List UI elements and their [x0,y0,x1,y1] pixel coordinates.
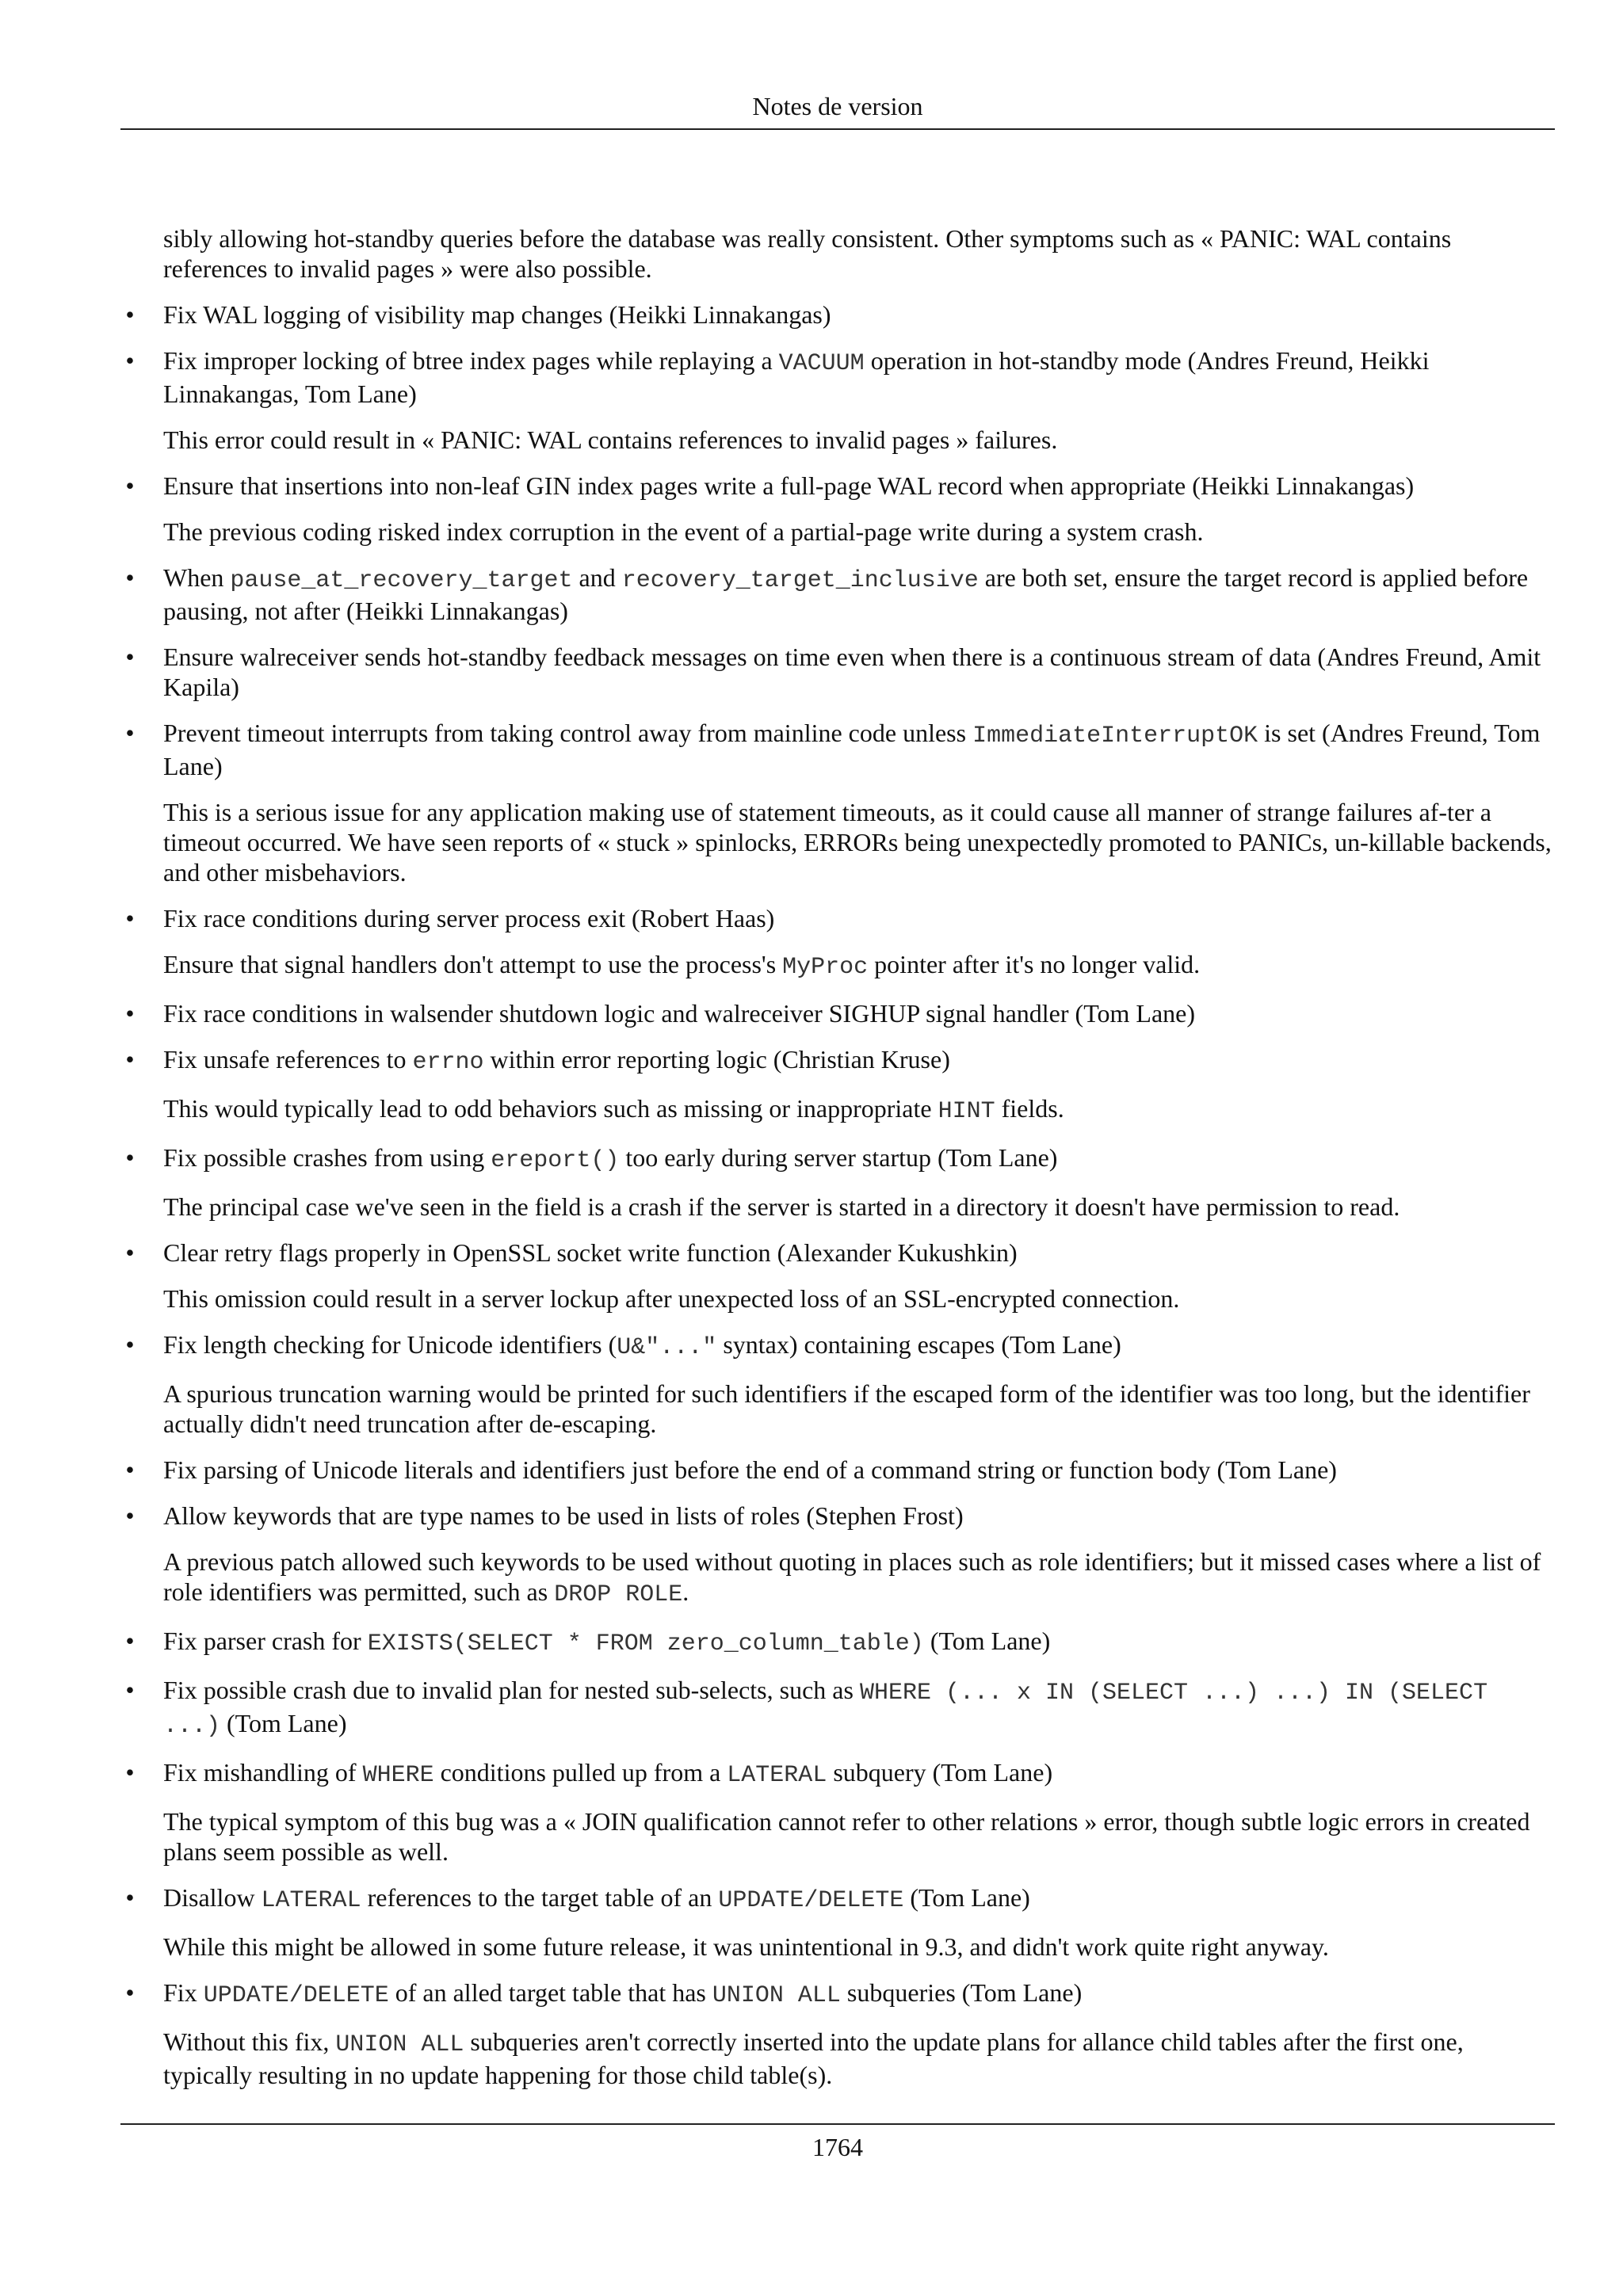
page-number: 1764 [812,2133,863,2161]
text-run: within error reporting logic (Christian Kruse) [483,1045,950,1074]
release-note-item [120,1882,1555,1916]
text-run: and [572,563,622,592]
bullet-icon: • [125,643,135,671]
bullet-icon: • [125,471,135,500]
release-note-item [120,998,1555,1028]
page-header-title: Notes de version [752,92,923,120]
item-summary [163,999,1195,1028]
item-detail [120,1932,1555,1962]
text-run: Ensure that signal handlers don't attempt to use the process's [163,950,783,978]
text-run: subqueries aren't correctly inserted into the update plans for allance child tables after the first one, typically resulting in no update happening for those child table(s). [163,2027,1464,2089]
text-run: Fix mishandling of [163,1758,363,1787]
code-literal: UPDATE/DELETE [203,1982,389,2009]
item-detail [120,1379,1555,1439]
release-note-item [120,1757,1555,1791]
text-run: Allow keywords that are type names to be used in lists of roles (Stephen Frost) [163,1501,964,1530]
item-detail [120,1806,1555,1867]
code-literal: pause_at_recovery_target [230,567,573,594]
text-run: of an alled target table that has [388,1978,712,2007]
code-literal: UPDATE/DELETE [718,1887,904,1914]
text-run: Fix unsafe references to [163,1045,413,1074]
code-literal: UNION ALL [335,2031,464,2058]
text-run: Prevent timeout interrupts from taking control away from mainline code unless [163,719,973,747]
bullet-icon: • [125,1455,135,1484]
text-run: Disallow [163,1883,262,1912]
release-note-item [120,903,1555,933]
item-detail [120,1547,1555,1610]
release-note-item [120,345,1555,409]
item-detail [120,797,1555,887]
text-run: conditions pulled up from a [433,1758,727,1787]
bullet-icon: • [125,1238,135,1267]
release-note-item [120,1978,1555,2011]
text-run: This error could result in « PANIC: WAL contains references to invalid pages » failures. [163,425,1058,454]
text-run: pointer after it's no longer valid. [868,950,1201,978]
bullet-icon: • [125,1330,135,1359]
item-summary [163,1978,1082,2007]
release-note-item [120,718,1555,781]
item-summary [163,346,1429,408]
text-run: A previous patch allowed such keywords to be used without quoting in places such as role identifiers; but it missed cases where a list of role identifiers was permitted, such as [163,1547,1541,1606]
bullet-icon: • [125,1627,135,1655]
text-run: Fix WAL logging of visibility map changes (Heikki Linnakangas) [163,300,831,329]
text-run: A spurious truncation warning would be printed for such identifiers if the escaped form of the identifier was too long, but the identifier actually didn't need truncation after de-escaping. [163,1379,1530,1438]
text-run: This omission could result in a server lockup after unexpected loss of an SSL-encrypted connection. [163,1284,1180,1313]
code-literal: errno [412,1049,484,1076]
text-run: is set (Andres Freund, Tom Lane) [163,719,1541,780]
code-literal: recovery_target_inclusive [621,567,979,594]
text-run: The typical symptom of this bug was a « JOIN qualification cannot refer to other relations » error, though subtle logic errors in created plans seem possible as well. [163,1807,1530,1866]
bullet-icon: • [125,563,135,592]
item-summary [163,643,1541,701]
item-summary [163,904,774,933]
item-summary [163,1143,1057,1172]
item-summary [163,1045,950,1074]
text-run: syntax) containing escapes (Tom Lane) [716,1330,1121,1359]
text-run: Fix possible crash due to invalid plan for nested sub-selects, such as [163,1676,860,1704]
item-summary [163,471,1414,500]
text-run: (Tom Lane) [923,1627,1051,1655]
code-literal: VACUUM [778,350,865,377]
bullet-icon: • [125,1501,135,1530]
item-summary [163,563,1528,625]
text-run: Fix race conditions during server process exit (Robert Haas) [163,904,775,933]
item-detail [120,517,1555,547]
text-run: While this might be allowed in some future release, it was unintentional in 9.3, and didn't work quite right anyway. [163,1932,1329,1961]
release-note-item [120,299,1555,330]
text-run: When [163,563,231,592]
bullet-icon: • [125,904,135,933]
text-run: Ensure walreceiver sends hot-standby feedback messages on time even when there is a continuous stream of data (Andres Freund, Amit Kapila) [163,643,1541,701]
text-run: Fix improper locking of btree index pages while replaying a [163,346,779,375]
item-summary [163,1883,1030,1912]
text-run: operation in hot-standby mode (Andres Freund, Heikki Linnakangas, Tom Lane) [163,346,1430,408]
text-run: are both set, ensure the target record is applied before pausing, not after (Heikki Linnakangas) [163,563,1529,625]
bullet-icon: • [125,346,135,375]
bullet-icon: • [125,1143,135,1172]
text-run: (Tom Lane) [903,1883,1030,1912]
code-literal: DROP ROLE [554,1581,683,1608]
release-note-item [120,1626,1555,1659]
item-detail [120,949,1555,982]
bullet-icon: • [125,1883,135,1912]
bullet-icon: • [125,1676,135,1704]
release-note-item [120,642,1555,702]
code-literal: EXISTS(SELECT * FROM zero_column_table) [367,1630,924,1657]
item-summary [163,300,831,329]
release-note-item [120,471,1555,501]
release-note-item [120,1329,1555,1363]
release-note-item [120,1044,1555,1077]
item-summary [163,719,1540,780]
text-run: Fix race conditions in walsender shutdown logic and walreceiver SIGHUP signal handler (Tom Lane) [163,999,1195,1028]
text-run: The principal case we've seen in the field is a crash if the server is started in a directory it doesn't have permission to read. [163,1192,1400,1221]
bullet-icon: • [125,999,135,1028]
footer-divider [120,2123,1555,2125]
header-divider [120,128,1555,130]
release-note-item [120,1142,1555,1176]
item-detail [120,1093,1555,1127]
item-summary [163,1627,1050,1655]
release-note-item [120,1238,1555,1268]
text-run: references to the target table of an [361,1883,719,1912]
code-literal: ereport() [491,1147,620,1174]
code-literal: U&"..." [617,1334,717,1361]
code-literal: HINT [938,1098,995,1125]
item-detail [120,2027,1555,2090]
code-literal: WHERE (... x IN (SELECT ...) ...) IN (SELECT ...) [163,1680,1488,1740]
continued-paragraph [120,223,1555,284]
text-run: The previous coding risked index corruption in the event of a partial-page write during a system crash. [163,517,1204,546]
code-literal: UNION ALL [712,1982,841,2009]
bullet-icon: • [125,300,135,329]
code-literal: ImmediateInterruptOK [972,723,1258,749]
text-run: Fix [163,1978,204,2007]
item-detail [120,1283,1555,1314]
text-run: Without this fix, [163,2027,336,2056]
text-run: Ensure that insertions into non-leaf GIN index pages write a full-page WAL record when appropriate (Heikki Linnakangas) [163,471,1415,500]
release-note-item [120,1501,1555,1531]
text-run: Fix parsing of Unicode literals and identifiers just before the end of a command string or function body (Tom Lane) [163,1455,1337,1484]
text-run: . [682,1577,689,1606]
text-run: too early during server startup (Tom Lane) [619,1143,1058,1172]
item-summary [163,1330,1121,1359]
bullet-icon: • [125,1045,135,1074]
code-literal: LATERAL [727,1762,827,1789]
text-run: Fix parser crash for [163,1627,368,1655]
bullet-icon: • [125,1978,135,2007]
text-run: This is a serious issue for any application making use of statement timeouts, as it could cause all manner of strange failures af-ter a timeout occurred. We have seen reports of « stuck » spinlocks, ERRORs being unexpectedly promoted to PANICs, un-killable backends, and other misbehaviors. [163,798,1552,887]
item-detail [120,1192,1555,1222]
item-summary [163,1758,1052,1787]
text-run: sibly allowing hot-standby queries before the database was really consistent. Other symptoms such as « PANIC: WAL contains references to invalid pages » were also possible. [163,224,1452,283]
text-run: Clear retry flags properly in OpenSSL socket write function (Alexander Kukushkin) [163,1238,1018,1267]
text-run: Fix length checking for Unicode identifiers ( [163,1330,617,1359]
item-detail [120,425,1555,455]
release-notes-body [120,223,1555,2106]
code-literal: MyProc [782,954,869,981]
bullet-icon: • [125,1758,135,1787]
text-run: subqueries (Tom Lane) [840,1978,1083,2007]
item-summary [163,1455,1337,1484]
item-summary [163,1501,964,1530]
code-literal: LATERAL [261,1887,361,1914]
text-run: (Tom Lane) [220,1709,347,1737]
text-run: This would typically lead to odd behaviors such as missing or inappropriate [163,1094,938,1123]
item-summary [163,1238,1018,1267]
text-run: fields. [995,1094,1064,1123]
release-note-item [120,1675,1555,1741]
item-summary [163,1676,1488,1740]
bullet-icon: • [125,719,135,747]
text-run: Fix possible crashes from using [163,1143,491,1172]
code-literal: WHERE [362,1762,434,1789]
release-note-item [120,1455,1555,1485]
release-note-item [120,563,1555,626]
text-run: subquery (Tom Lane) [827,1758,1053,1787]
